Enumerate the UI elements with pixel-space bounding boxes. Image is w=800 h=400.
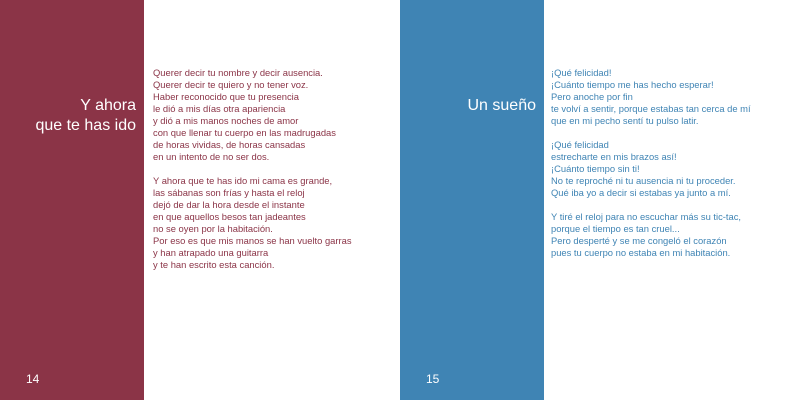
right-title-line: Un sueño (467, 97, 536, 114)
stanza (551, 139, 796, 199)
poem-line: Y ahora que te has ido mi cama es grande, (153, 175, 333, 186)
poem-line: ¡Qué felicidad (551, 139, 609, 150)
poem-line: estrecharte en mis brazos así! (551, 151, 677, 162)
poem-line: Y tiré el reloj para no escuchar más su tic-tac, (551, 211, 742, 222)
left-title-line: que te has ido (35, 117, 136, 134)
left-page-number: 14 (26, 372, 40, 386)
poem-line: Haber reconocido que tu presencia (153, 91, 299, 102)
right-page-number: 15 (426, 372, 440, 386)
stanza (153, 67, 393, 163)
poem-line: Querer decir tu nombre y decir ausencia. (153, 67, 323, 78)
poem-line: de horas vividas, de horas cansadas (153, 139, 306, 150)
poem-line: con que llenar tu cuerpo en las madrugadas (153, 127, 336, 138)
poem-line: pues tu cuerpo no estaba en mi habitación. (551, 247, 731, 258)
right-page-title (406, 96, 536, 116)
poem-line: no se oyen por la habitación. (153, 223, 273, 234)
poem-line: y dió a mis manos noches de amor (153, 115, 299, 126)
poem-line: Pero desperté y se me congeló el corazón (551, 235, 727, 246)
left-title-line: Y ahora (80, 97, 136, 114)
right-page-band (400, 0, 544, 400)
left-page-band (0, 0, 144, 400)
poem-line: No te reproché ni tu ausencia ni tu proceder. (551, 175, 736, 186)
poem-line: dejó de dar la hora desde el instante (153, 199, 305, 210)
poem-line: ¡Cuánto tiempo me has hecho esperar! (551, 79, 714, 90)
poem-line: ¡Qué felicidad! (551, 67, 612, 78)
poem-line: Qué iba yo a decir si estabas ya junto a mí. (551, 187, 731, 198)
poem-line: le dió a mis días otra apariencia (153, 103, 286, 114)
poem-line: Pero anoche por fin (551, 91, 633, 102)
poem-line: y te han escrito esta canción. (153, 259, 275, 270)
left-poem (153, 67, 393, 283)
poem-line: Por eso es que mis manos se han vuelto garras (153, 235, 352, 246)
stanza (153, 175, 393, 271)
poem-line: porque el tiempo es tan cruel... (551, 223, 680, 234)
left-page-title (6, 96, 136, 136)
stanza (551, 67, 796, 127)
poem-line: te volví a sentir, porque estabas tan cerca de mí (551, 103, 751, 114)
poem-line: ¡Cuánto tiempo sin ti! (551, 163, 640, 174)
poem-line: Querer decir te quiero y no tener voz. (153, 79, 309, 90)
poem-line: en que aquellos besos tan jadeantes (153, 211, 306, 222)
poem-line: que en mi pecho sentí tu pulso latir. (551, 115, 699, 126)
stanza (551, 211, 796, 259)
poem-line: en un intento de no ser dos. (153, 151, 270, 162)
right-poem (551, 67, 796, 271)
poem-line: y han atrapado una guitarra (153, 247, 269, 258)
poem-line: las sábanas son frías y hasta el reloj (153, 187, 305, 198)
